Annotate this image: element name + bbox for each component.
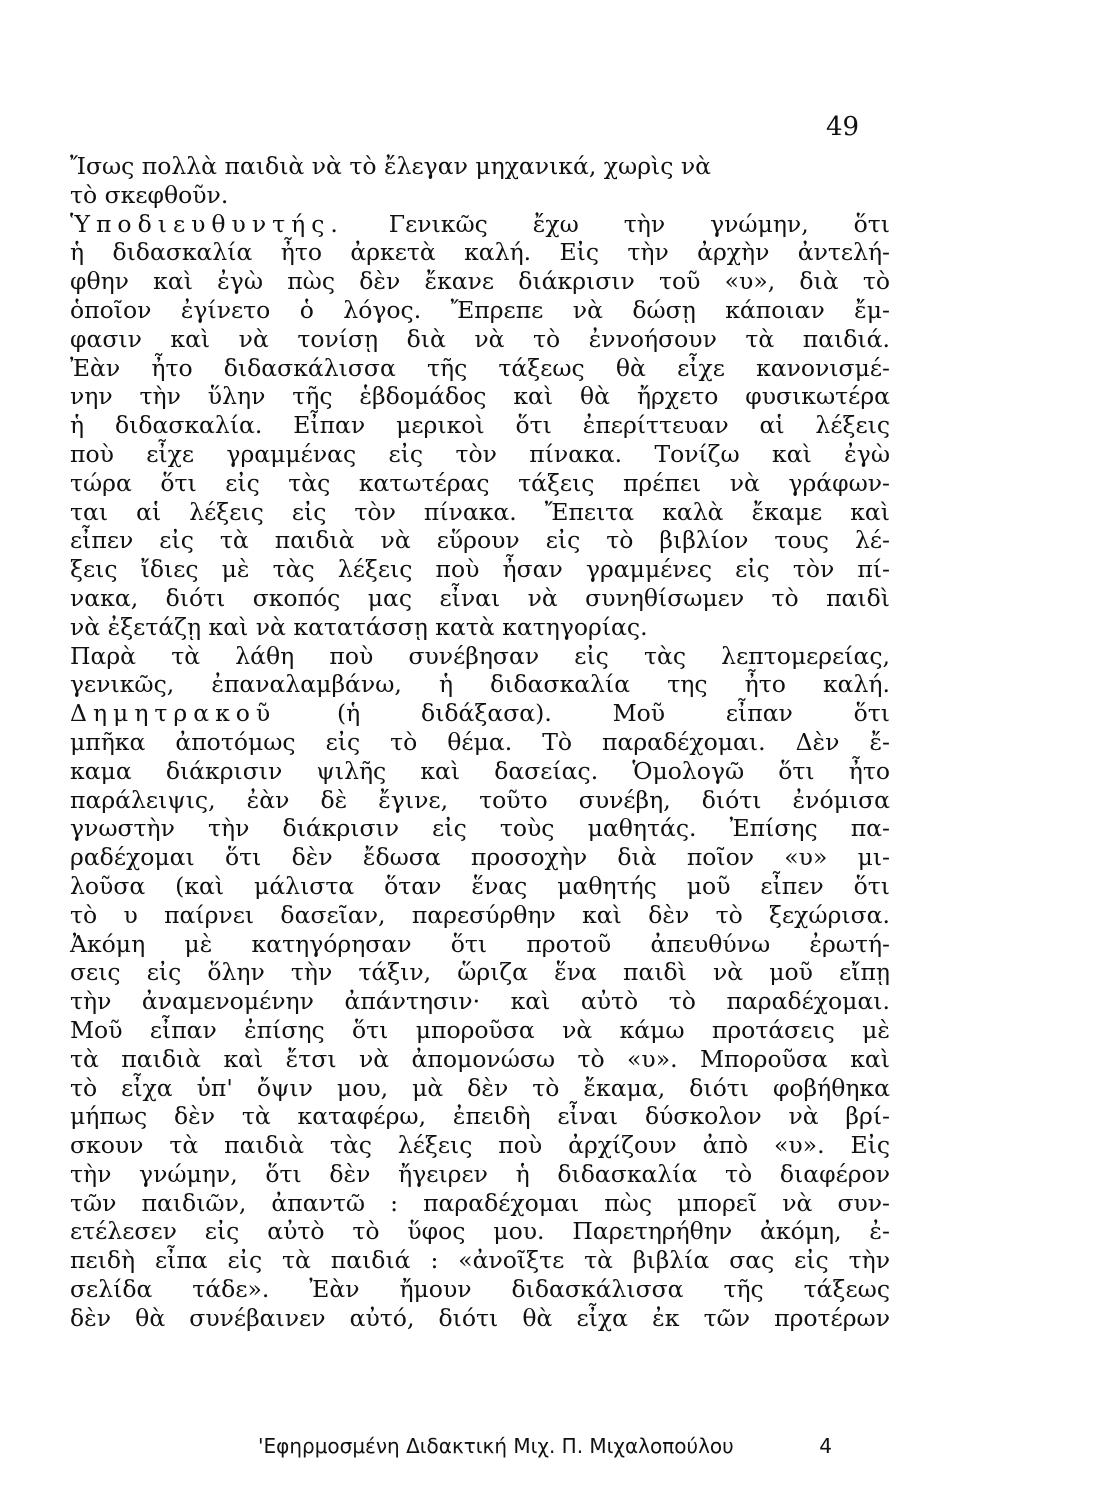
- text-line: Παρὰ τὰ λάθη ποὺ συνέβησαν εἰς τὰς λεπτομερείας,: [70, 641, 890, 670]
- text-line: καμα διάκρισιν ψιλῆς καὶ δασείας. Ὁμολογῶ ὅτι ἦτο: [70, 756, 890, 785]
- text-line: ται αἱ λέξεις εἰς τὸν πίνακα. Ἔπειτα καλὰ ἔκαμε καὶ: [70, 497, 890, 526]
- text-line: λοῦσα (καὶ μάλιστα ὅταν ἕνας μαθητής μοῦ εἶπεν ὅτι: [70, 871, 890, 900]
- text-line: τὸ εἶχα ὑπ' ὄψιν μου, μὰ δὲν τὸ ἔκαμα, διότι φοβήθηκα: [70, 1073, 890, 1102]
- text-line: νην τὴν ὕλην τῆς ἑβδομάδος καὶ θὰ ἤρχετο φυσικωτέρα: [70, 382, 890, 411]
- text-line: μήπως δὲν τὰ καταφέρω, ἐπειδὴ εἶναι δύσκολον νὰ βρί-: [70, 1102, 890, 1131]
- text-line: πειδὴ εἶπα εἰς τὰ παιδιά : «ἀνοῖξτε τὰ βιβλία σας εἰς τὴν: [70, 1246, 890, 1275]
- text-line: σκουν τὰ παιδιὰ τὰς λέξεις ποὺ ἀρχίζουν ἀπὸ «υ». Εἰς: [70, 1131, 890, 1160]
- text-line: γνωστὴν τὴν διάκρισιν εἰς τοὺς μαθητάς. Ἐπίσης πα-: [70, 814, 890, 843]
- text-line: ραδέχομαι ὅτι δὲν ἔδωσα προσοχὴν διὰ ποῖον «υ» μι-: [70, 843, 890, 872]
- text-line: Μοῦ εἶπαν ἐπίσης ὅτι μποροῦσα νὰ κάμω προτάσεις μὲ: [70, 1015, 890, 1044]
- footer-book-title: 'Εφηρμοσμένη Διδακτική Μιχ. Π. Μιχαλοπούλου: [258, 1434, 734, 1458]
- text-line: φθην καὶ ἐγὼ πὼς δὲν ἔκανε διάκρισιν τοῦ «υ», διὰ τὸ: [70, 267, 890, 296]
- text-line: σεις εἰς ὅλην τὴν τάξιν, ὥριζα ἕνα παιδὶ νὰ μοῦ εἴπῃ: [70, 958, 890, 987]
- speaker-name: Δημητρακοῦ: [70, 699, 277, 728]
- text-line: φασιν καὶ νὰ τονίσῃ διὰ νὰ τὸ ἐννοήσουν τὰ παιδιά.: [70, 324, 890, 353]
- text-line: τὸ σκεφθοῦν.: [70, 180, 229, 209]
- text-line: εἶπεν εἰς τὰ παιδιὰ νὰ εὕρουν εἰς τὸ βιβλίον τους λέ-: [70, 526, 890, 555]
- text-line: ετέλεσεν εἰς αὐτὸ τὸ ὕφος μου. Παρετηρήθην ἀκόμη, ἐ-: [70, 1217, 890, 1246]
- text-line: ἡ διδασκαλία ἦτο ἀρκετὰ καλή. Εἰς τὴν ἀρχὴν ἀντελή-: [70, 238, 890, 267]
- speaker-name: Ὑποδιευθυντής.: [70, 209, 344, 238]
- text-line: ξεις ἴδιες μὲ τὰς λέξεις ποὺ ἦσαν γραμμένες εἰς τὸν πί-: [70, 555, 890, 584]
- text-line: Ἐὰν ἦτο διδασκάλισσα τῆς τάξεως θὰ εἶχε κανονισμέ-: [70, 353, 890, 382]
- text-line: ἡ διδασκαλία. Εἶπαν μερικοὶ ὅτι ἐπερίττευαν αἱ λέξεις: [70, 411, 890, 440]
- text-line-rest: (ἡ διδάξασα). Μοῦ εἶπαν ὅτι: [276, 699, 890, 728]
- signature-mark: 4: [819, 1434, 832, 1458]
- text-line: τὴν ἀναμενομένην ἀπάντησιν· καὶ αὐτὸ τὸ παραδέχομαι.: [70, 987, 890, 1016]
- page-footer: [258, 1434, 832, 1458]
- text-line: τὸ υ παίρνει δασεῖαν, παρεσύρθην καὶ δὲν τὸ ξεχώρισα.: [70, 900, 890, 929]
- text-line: [70, 699, 890, 728]
- text-line: μπῆκα ἀποτόμως εἰς τὸ θέμα. Τὸ παραδέχομαι. Δὲν ἔ-: [70, 727, 890, 756]
- text-line: δὲν θὰ συνέβαινεν αὐτό, διότι θὰ εἶχα ἐκ τῶν προτέρων: [70, 1303, 890, 1332]
- page-number: 49: [826, 112, 860, 142]
- text-line: τὰ παιδιὰ καὶ ἔτσι νὰ ἀπομονώσω τὸ «υ». Μποροῦσα καὶ: [70, 1044, 890, 1073]
- text-line: γενικῶς, ἐπαναλαμβάνω, ἡ διδασκαλία της ἦτο καλή.: [70, 670, 890, 699]
- body-text: [70, 152, 890, 1333]
- text-line-rest: Γενικῶς ἔχω τὴν γνώμην, ὅτι: [343, 209, 890, 238]
- text-line: ποὺ εἶχε γραμμένας εἰς τὸν πίνακα. Τονίζω καὶ ἐγὼ: [70, 439, 890, 468]
- text-line: νακα, διότι σκοπός μας εἶναι νὰ συνηθίσωμεν τὸ παιδὶ: [70, 583, 890, 612]
- text-line: τώρα ὅτι εἰς τὰς κατωτέρας τάξεις πρέπει νὰ γράφων-: [70, 468, 890, 497]
- text-line: τῶν παιδιῶν, ἀπαντῶ : παραδέχομαι πὼς μπορεῖ νὰ συν-: [70, 1188, 890, 1217]
- text-line: τὴν γνώμην, ὅτι δὲν ἤγειρεν ἡ διδασκαλία τὸ διαφέρον: [70, 1159, 890, 1188]
- text-line: νὰ ἐξετάζῃ καὶ νὰ κατατάσσῃ κατὰ κατηγορίας.: [70, 612, 648, 641]
- text-line: σελίδα τάδε». Ἐὰν ἤμουν διδασκάλισσα τῆς τάξεως: [70, 1275, 890, 1304]
- text-line: παράλειψις, ἐὰν δὲ ἔγινε, τοῦτο συνέβη, διότι ἐνόμισα: [70, 785, 890, 814]
- text-line: ὁποῖον ἐγίνετο ὁ λόγος. Ἔπρεπε νὰ δώσῃ κάποιαν ἔμ-: [70, 295, 890, 324]
- text-line: [70, 210, 890, 239]
- text-line: Ἀκόμη μὲ κατηγόρησαν ὅτι προτοῦ ἀπευθύνω ἐρωτή-: [70, 929, 890, 958]
- text-line: Ἴσως πολλὰ παιδιὰ νὰ τὸ ἔλεγαν μηχανικά, χωρὶς νὰ: [70, 152, 712, 180]
